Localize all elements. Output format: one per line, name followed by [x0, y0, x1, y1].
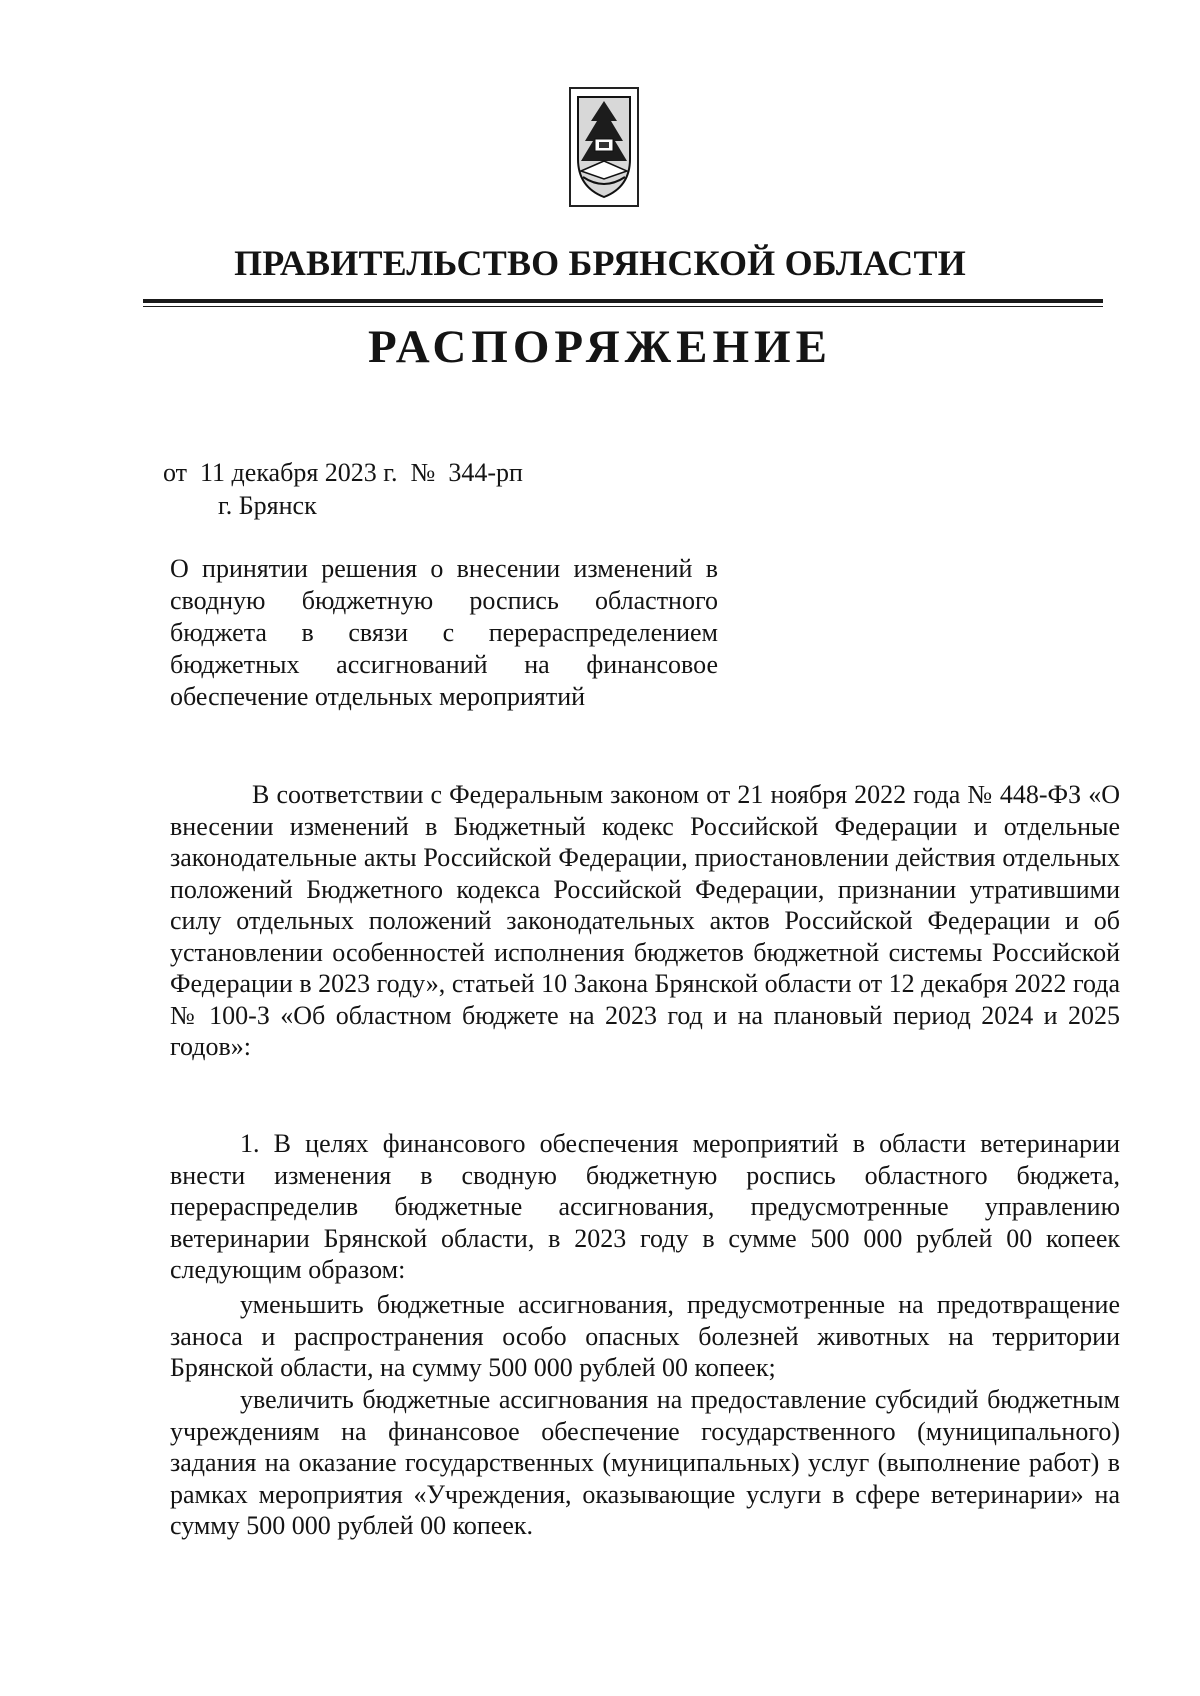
increase-paragraph: увеличить бюджетные ассигнования на предоставление субсидий бюджетным учреждениям на финансовое обеспечение государственного (муниципального) задания на оказание государственных (муниципальных) услуг (выполнение работ) в рамках мероприятия «Учреждения, оказывающие услуги в сфере ветеринарии» на сумму 500 000 рублей 00 копеек.: [170, 1385, 1120, 1540]
preamble-paragraph: В соответствии с Федеральным законом от 21 ноября 2022 года № 448-ФЗ «О внесении изменений в Бюджетный кодекс Российской Федерации и отдельные законодательные акты Российской Федерации, приостановлении действия отдельных положений Бюджетного кодекса Российской Федерации, признании утратившими силу отдельных положений законодательных актов Российской Федерации и об установлении особенностей исполнения бюджетов бюджетной системы Российской Федерации в 2023 году», статьей 10 Закона Брянской области от 12 декабря 2022 года № 100-З «Об областном бюджете на 2023 год и на плановый период 2024 и 2025 годов»:: [170, 780, 1120, 1061]
subject-block: О принятии решения о внесении изменений в сводную бюджетную роспись областного бюджета в связи с перераспределением бюджетных ассигнований на финансовое обеспечение отдельных мероприятий: [170, 554, 718, 711]
document-type-title: РАСПОРЯЖЕНИЕ: [368, 321, 832, 373]
item-1-paragraph: 1. В целях финансового обеспечения мероприятий в области ветеринарии внести изменения в сводную бюджетную роспись областного бюджета, перераспределив бюджетные ассигнования, предусмотренные управлению ветеринарии Брянской области, в 2023 году в сумме 500 000 рублей 00 копеек следующим образом:: [170, 1129, 1120, 1284]
header-divider-thick: [143, 299, 1103, 303]
government-title: ПРАВИТЕЛЬСТВО БРЯНСКОЙ ОБЛАСТИ: [234, 243, 966, 283]
decrease-paragraph: уменьшить бюджетные ассигнования, предусмотренные на предотвращение заноса и распространения особо опасных болезней животных на территории Брянской области, на сумму 500 000 рублей 00 копеек;: [170, 1290, 1120, 1382]
coat-of-arms-emblem: [569, 87, 639, 207]
header-divider-thin: [143, 306, 1103, 307]
city-line: г. Брянск: [218, 491, 317, 520]
date-number-line: от 11 декабря 2023 г. № 344-рп: [163, 458, 523, 487]
